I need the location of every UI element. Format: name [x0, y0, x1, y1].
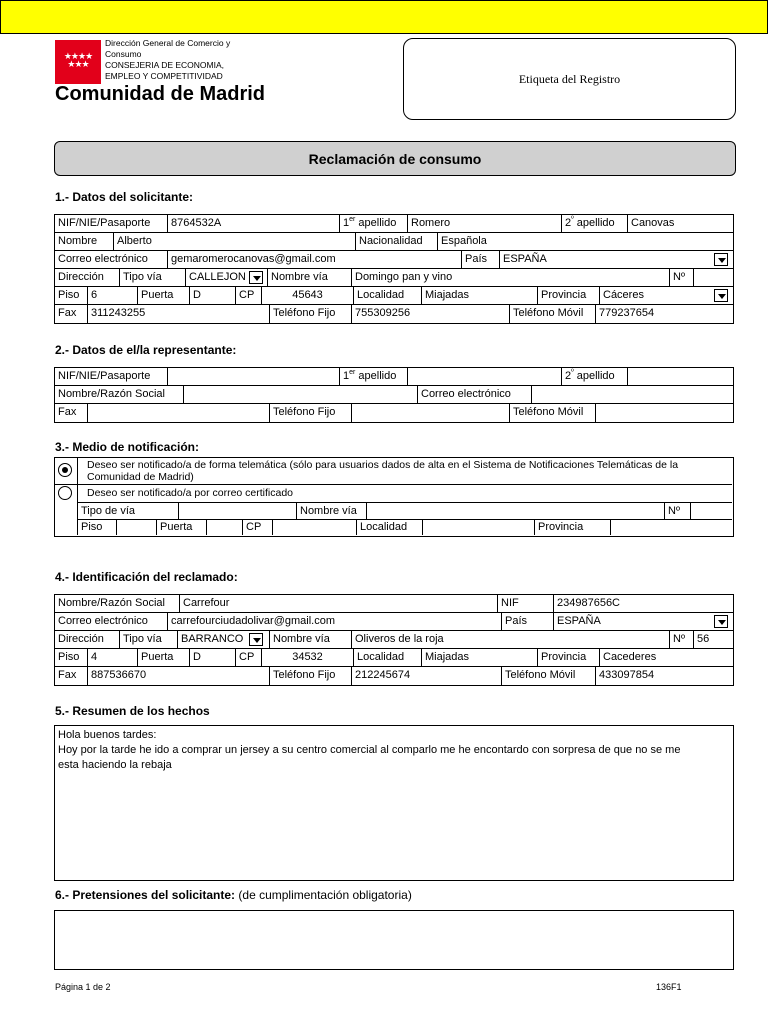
certified-mail-option-label: Deseo ser notificado/a por correo certificado	[77, 485, 732, 502]
facts-line: Hola buenos tardes:	[58, 729, 157, 741]
notif-street-name-label: Nombre vía	[296, 503, 366, 519]
rep-name-field[interactable]	[183, 386, 417, 403]
resp-floor-label: Piso	[58, 651, 80, 663]
chevron-down-icon[interactable]	[714, 289, 728, 302]
first-surname-field[interactable]: Romero	[407, 215, 561, 232]
notif-locality-field[interactable]	[422, 520, 534, 535]
notif-number-field[interactable]	[690, 503, 733, 519]
landline-field[interactable]: 755309256	[351, 305, 509, 323]
ministry-name: CONSEJERIA DE ECONOMIA, EMPLEO Y COMPETITIVIDAD	[105, 60, 225, 81]
facts-summary-textarea[interactable]	[54, 725, 734, 881]
registry-label: Etiqueta del Registro	[518, 71, 621, 86]
rep-mobile-field[interactable]	[595, 404, 735, 422]
notification-box	[54, 457, 734, 537]
notif-locality-label: Localidad	[356, 520, 422, 535]
resp-cp-field[interactable]: 34532	[261, 649, 353, 666]
rep-landline-field[interactable]	[351, 404, 509, 422]
telematic-radio[interactable]	[58, 463, 72, 477]
telematic-option-label: Deseo ser notificado/a de forma telemática (sólo para usuarios dados de alta en el Sistema de Notificaciones Telemáticas de la Comunidad de Madrid)	[77, 458, 732, 485]
postal-code-label: CP	[235, 287, 261, 304]
notif-number-label: Nº	[664, 503, 690, 519]
rep-nif-field[interactable]	[167, 368, 339, 385]
email-label: Correo electrónico	[58, 253, 148, 265]
rep-first-surname-label: 1er apellido	[339, 368, 407, 385]
rep-fax-field[interactable]	[87, 404, 269, 422]
resp-country-select[interactable]: ESPAÑA	[553, 613, 735, 630]
rep-fax-label: Fax	[58, 406, 77, 418]
postal-code-field[interactable]: 45643	[261, 287, 353, 304]
notif-street-name-field[interactable]	[366, 503, 664, 519]
resp-address-label: Dirección	[58, 633, 104, 645]
rep-second-surname-label: $2^º$ apellido	[561, 368, 627, 385]
rep-second-surname-field[interactable]	[627, 368, 735, 385]
number-field[interactable]	[693, 269, 735, 286]
resp-locality-label: Localidad	[353, 649, 421, 666]
door-label: Puerta	[137, 287, 189, 304]
floor-label: Piso	[58, 289, 80, 301]
nif-label: NIF/NIE/Pasaporte	[58, 217, 151, 229]
department-name: Dirección General de Comercio y Consumo	[105, 38, 231, 59]
province-label: Provincia	[537, 287, 599, 304]
first-surname-label: 1er apellido	[339, 215, 407, 232]
respondent-grid	[54, 594, 734, 686]
fax-label: Fax	[58, 307, 77, 319]
chevron-down-icon[interactable]	[714, 615, 728, 628]
certified-mail-option-row	[55, 485, 732, 502]
locality-label: Localidad	[353, 287, 421, 304]
section-4-title: 4.- Identificación del reclamado:	[55, 570, 238, 584]
rep-first-surname-field[interactable]	[407, 368, 561, 385]
second-surname-label: $2^º$ apellido	[561, 215, 627, 232]
notif-address-row-1	[77, 502, 732, 519]
claims-textarea[interactable]	[54, 910, 734, 970]
resp-nif-field[interactable]: 234987656C	[553, 595, 735, 612]
resp-street-name-label: Nombre vía	[269, 631, 351, 648]
notif-floor-label: Piso	[81, 521, 103, 533]
rep-nif-label: NIF/NIE/Pasaporte	[58, 370, 151, 382]
second-surname-field[interactable]: Canovas	[627, 215, 735, 232]
resp-landline-field[interactable]: 212245674	[351, 667, 501, 685]
notif-address-row-2	[77, 519, 732, 535]
section-1-title: 1.- Datos del solicitante:	[55, 190, 194, 204]
nationality-field[interactable]: Española	[437, 233, 735, 250]
notif-street-type-field[interactable]	[178, 503, 296, 519]
certified-mail-radio[interactable]	[58, 486, 72, 500]
floor-field[interactable]: 6	[87, 287, 137, 304]
section-3-title: 3.- Medio de notificación:	[55, 440, 200, 454]
resp-floor-field[interactable]: 4	[87, 649, 137, 666]
rep-mobile-label: Teléfono Móvil	[509, 404, 595, 422]
resp-fax-label: Fax	[58, 669, 77, 681]
top-highlight-bar	[0, 0, 768, 34]
comunidad-madrid-logo	[55, 40, 101, 84]
rep-landline-label: Teléfono Fijo	[269, 404, 351, 422]
rep-email-label: Correo electrónico	[417, 386, 531, 403]
notif-door-field[interactable]	[206, 520, 242, 535]
mobile-field[interactable]: 779237654	[595, 305, 735, 323]
notif-floor-field[interactable]	[116, 520, 156, 535]
resp-door-field[interactable]: D	[189, 649, 235, 666]
applicant-grid	[54, 214, 734, 324]
facts-line: esta haciendo la rebaja	[58, 759, 172, 771]
rep-email-field[interactable]	[531, 386, 735, 403]
resp-landline-label: Teléfono Fijo	[269, 667, 351, 685]
resp-email-field[interactable]: carrefourciudadolivar@gmail.com	[167, 613, 501, 630]
nationality-label: Nacionalidad	[355, 233, 437, 250]
telematic-option-row	[55, 458, 732, 485]
notif-door-label: Puerta	[156, 520, 206, 535]
notif-cp-field[interactable]	[272, 520, 356, 535]
notif-cp-label: CP	[242, 520, 272, 535]
country-select[interactable]: ESPAÑA	[499, 251, 735, 268]
facts-line: Hoy por la tarde he ido a comprar un jersey a su centro comercial al comparlo me he encontardo con sorpresa de que no se me	[58, 744, 681, 756]
fax-field[interactable]: 311243255	[87, 305, 269, 323]
resp-street-type-label: Tipo vía	[119, 631, 177, 648]
form-code: 136F1	[656, 982, 682, 992]
form-title: Reclamación de consumo	[308, 150, 482, 167]
resp-number-label: Nº	[669, 631, 693, 648]
form-title-box	[54, 141, 736, 176]
street-type-label: Tipo vía	[119, 269, 185, 286]
page-number: Página 1 de 2	[55, 982, 111, 992]
resp-street-type-select[interactable]: BARRANCO	[177, 631, 269, 648]
resp-cp-label: CP	[235, 649, 261, 666]
notif-province-label: Provincia	[534, 520, 610, 535]
representative-grid	[54, 367, 734, 423]
street-type-select[interactable]: CALLEJON	[185, 269, 267, 286]
region-title: Comunidad de Madrid	[55, 83, 265, 105]
province-select[interactable]: Cáceres	[599, 287, 735, 304]
street-name-field[interactable]: Domingo pan y vino	[351, 269, 669, 286]
name-field[interactable]: Alberto	[113, 233, 355, 250]
resp-email-label: Correo electrónico	[58, 615, 148, 627]
chevron-down-icon[interactable]	[249, 633, 263, 646]
locality-field[interactable]: Miajadas	[421, 287, 537, 304]
resp-mobile-label: Teléfono Móvil	[501, 667, 595, 685]
resp-country-label: País	[501, 613, 553, 630]
section-6-title: 6.- Pretensiones del solicitante: (de cumplimentación obligatoria)	[55, 888, 412, 902]
notif-province-field[interactable]	[610, 520, 733, 535]
name-label: Nombre	[58, 235, 98, 247]
country-label: País	[461, 251, 499, 268]
resp-street-name-field[interactable]: Oliveros de la roja	[351, 631, 669, 648]
resp-mobile-field[interactable]: 433097854	[595, 667, 735, 685]
resp-nif-label: NIF	[497, 595, 553, 612]
section-5-title: 5.- Resumen de los hechos	[55, 704, 210, 718]
chevron-down-icon[interactable]	[249, 271, 263, 284]
resp-number-field[interactable]: 56	[693, 631, 735, 648]
resp-name-field[interactable]: Carrefour	[179, 595, 497, 612]
door-field[interactable]: D	[189, 287, 235, 304]
resp-locality-field[interactable]: Miajadas	[421, 649, 537, 666]
notif-street-type-label: Tipo de vía	[81, 505, 136, 517]
registry-label-box	[403, 38, 736, 120]
nif-field[interactable]: 8764532A	[167, 215, 339, 232]
resp-name-label: Nombre/Razón Social	[58, 597, 165, 609]
section-2-title: 2.- Datos de el/la representante:	[55, 343, 237, 357]
chevron-down-icon[interactable]	[714, 253, 728, 266]
rep-name-label: Nombre/Razón Social	[58, 388, 165, 400]
email-field[interactable]: gemaromerocanovas@gmail.com	[167, 251, 461, 268]
resp-province-field[interactable]: Cacederes	[599, 649, 735, 666]
landline-label: Teléfono Fijo	[269, 305, 351, 323]
number-label: Nº	[669, 269, 693, 286]
street-name-label: Nombre vía	[267, 269, 351, 286]
mobile-label: Teléfono Móvil	[509, 305, 595, 323]
resp-door-label: Puerta	[137, 649, 189, 666]
logo-stars: ★★★★ ★★★	[63, 52, 93, 70]
address-label: Dirección	[58, 271, 104, 283]
resp-province-label: Provincia	[537, 649, 599, 666]
resp-fax-field[interactable]: 887536670	[87, 667, 269, 685]
